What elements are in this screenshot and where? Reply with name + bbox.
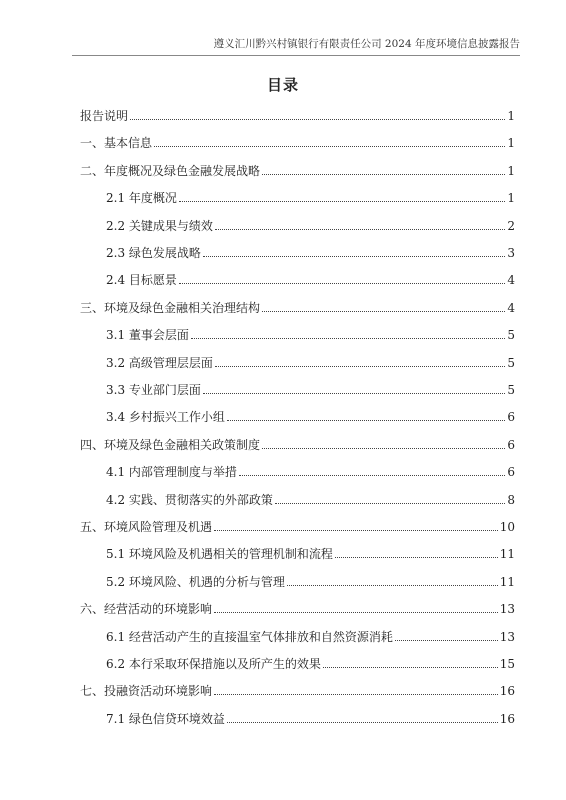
toc-entry-label: 2.4 目标愿景 [106, 273, 177, 288]
toc-leader-dots [179, 201, 505, 202]
toc-entry[interactable] [80, 433, 515, 453]
toc-entry-label: 5.2 环境风险、机遇的分析与管理 [106, 574, 285, 589]
toc-entry[interactable] [106, 186, 515, 206]
toc-entry-label: 3.1 董事会层面 [106, 328, 189, 343]
toc-entry[interactable] [106, 405, 515, 425]
toc-entry-page: 15 [499, 657, 515, 671]
toc-entry[interactable] [106, 378, 515, 398]
toc-entry[interactable] [106, 323, 515, 343]
toc-leader-dots [287, 585, 498, 586]
toc-leader-dots [262, 311, 505, 312]
toc-entry-label: 6.2 本行采取环保措施以及所产生的效果 [106, 657, 321, 671]
toc-entry[interactable] [106, 268, 515, 288]
toc-entry[interactable] [106, 241, 515, 261]
toc-entry-page: 1 [507, 163, 515, 178]
toc-leader-dots [215, 366, 505, 367]
toc-entry-page: 1 [507, 136, 515, 151]
toc-leader-dots [335, 557, 498, 558]
toc-leader-dots [262, 174, 505, 175]
toc-entry-label: 4.1 内部管理制度与举措 [106, 465, 237, 480]
toc-entry[interactable] [106, 460, 515, 480]
toc-leader-dots [239, 475, 505, 476]
page-header: 遵义汇川黔兴村镇银行有限责任公司 2024 年度环境信息披露报告 [213, 38, 520, 50]
toc-leader-dots [262, 448, 505, 449]
toc-entry-label: 2.1 年度概况 [106, 191, 177, 206]
toc-leader-dots [191, 338, 505, 339]
toc-entry[interactable] [80, 104, 515, 124]
toc-leader-dots [395, 640, 498, 641]
toc-entry-page: 10 [499, 520, 515, 534]
toc-entry-label: 五、环境风险管理及机遇 [80, 520, 213, 534]
toc-entry-label: 二、年度概况及绿色金融发展战略 [80, 163, 261, 178]
toc-entry-page: 16 [499, 684, 515, 699]
toc-leader-dots [227, 420, 505, 421]
toc-leader-dots [130, 119, 505, 120]
toc-entry-page: 1 [507, 109, 515, 123]
toc-entry-label: 5.1 环境风险及机遇相关的管理机制和流程 [106, 547, 333, 562]
toc-leader-dots [179, 283, 505, 284]
toc-entry-page: 11 [499, 547, 515, 562]
toc-entry-page: 1 [507, 191, 515, 206]
toc-entry-page: 16 [499, 711, 515, 726]
toc-leader-dots [215, 229, 505, 230]
toc-leader-dots [227, 722, 498, 723]
toc-entry[interactable] [80, 597, 515, 617]
header-rule [72, 55, 520, 56]
toc-entry-label: 7.1 绿色信贷环境效益 [106, 711, 225, 726]
toc-entry[interactable] [106, 625, 515, 645]
toc-entry-label: 一、基本信息 [80, 136, 153, 151]
toc-entry[interactable] [80, 159, 515, 179]
toc-entry[interactable] [106, 488, 515, 508]
toc-entry-page: 13 [499, 629, 515, 644]
toc-entry[interactable] [80, 515, 515, 535]
toc-entry[interactable] [80, 131, 515, 151]
toc-leader-dots [214, 612, 498, 613]
toc-entry[interactable] [80, 679, 515, 699]
toc-entry-label: 3.3 专业部门层面 [106, 383, 201, 397]
toc-entry-page: 11 [499, 574, 515, 589]
toc-title: 目录 [266, 76, 299, 94]
toc-entry-page: 6 [507, 437, 515, 452]
toc-leader-dots [275, 503, 505, 504]
toc-entry-page: 6 [507, 410, 515, 425]
toc-entry-label: 6.1 经营活动产生的直接温室气体排放和自然资源消耗 [106, 629, 393, 644]
toc-entry-page: 4 [507, 273, 515, 288]
toc-entry[interactable] [106, 652, 515, 672]
toc-leader-dots [214, 694, 498, 695]
toc-entry-label: 四、环境及绿色金融相关政策制度 [80, 437, 261, 452]
toc-entry-label: 报告说明 [80, 109, 129, 123]
toc-entry[interactable] [106, 570, 515, 590]
toc-entry-label: 2.2 关键成果与绩效 [106, 218, 213, 233]
toc-leader-dots [203, 256, 505, 257]
toc-entry-page: 5 [507, 355, 515, 370]
toc-entry-page: 13 [499, 602, 515, 617]
toc-entry-page: 5 [507, 383, 515, 397]
toc-entry-label: 2.3 绿色发展战略 [106, 246, 201, 260]
toc-leader-dots [214, 530, 498, 531]
toc-entry-page: 2 [507, 218, 515, 233]
toc-entry[interactable] [80, 296, 515, 316]
toc-leader-dots [323, 667, 498, 668]
toc-leader-dots [154, 146, 505, 147]
toc-entry[interactable] [106, 707, 515, 727]
toc-entry-label: 4.2 实践、贯彻落实的外部政策 [106, 492, 273, 507]
toc-entry-page: 6 [507, 465, 515, 480]
toc-entry-page: 5 [507, 328, 515, 343]
toc-entry[interactable] [106, 214, 515, 234]
toc-entry-page: 3 [507, 246, 515, 260]
toc-entry-label: 三、环境及绿色金融相关治理结构 [80, 300, 261, 315]
toc-entry-page: 4 [507, 300, 515, 315]
toc-entry-page: 8 [507, 492, 515, 507]
toc-entry-label: 3.2 高级管理层层面 [106, 355, 213, 370]
toc-entry-label: 六、经营活动的环境影响 [80, 602, 213, 617]
toc-leader-dots [203, 393, 505, 394]
toc-entry[interactable] [106, 542, 515, 562]
toc-entry-label: 3.4 乡村振兴工作小组 [106, 410, 225, 425]
toc-entry[interactable] [106, 351, 515, 371]
toc-entry-label: 七、投融资活动环境影响 [80, 684, 213, 699]
